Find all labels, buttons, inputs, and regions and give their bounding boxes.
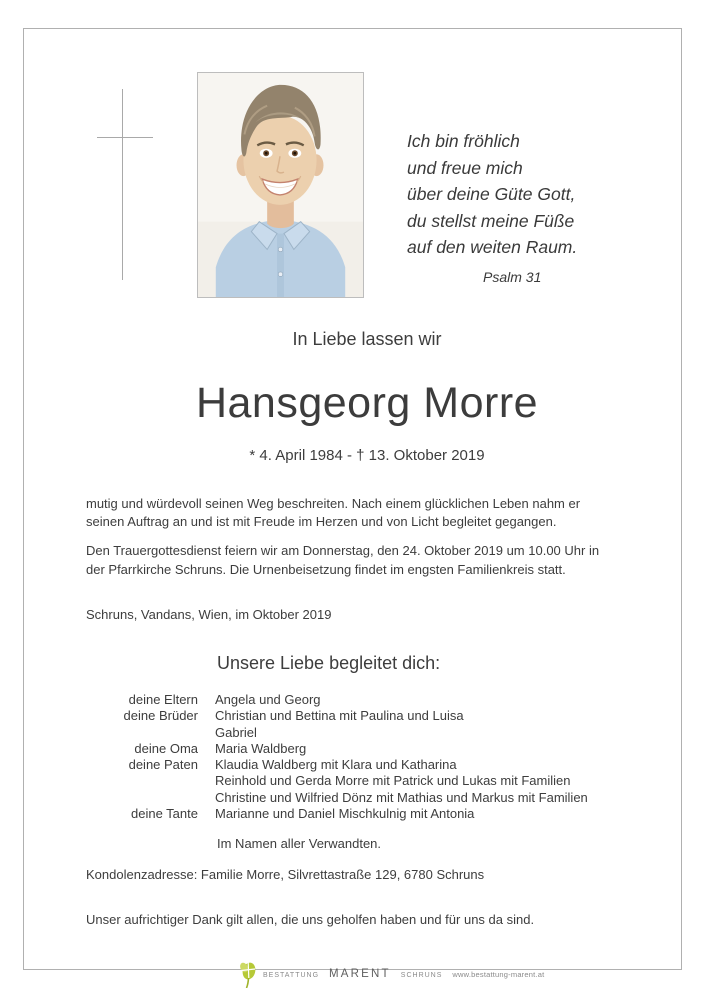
mourner-row: [86, 790, 646, 806]
mourner-names: Christian und Bettina mit Paulina und Luisa: [215, 708, 464, 724]
mourner-names: Klaudia Waldberg mit Klara und Katharina: [215, 757, 457, 773]
mourner-label: [86, 725, 198, 741]
obituary-paragraph: mutig und würdevoll seinen Weg beschreiten. Nach einem glücklichen Leben nahm er seinen Auftrag an und ist mit Freude im Herzen und von Licht begleitet gegangen.: [86, 496, 581, 530]
mourners-list: [86, 692, 646, 822]
mourner-names: Marianne und Daniel Mischkulnig mit Antonia: [215, 806, 475, 822]
mourner-names: Christine und Wilfried Dönz mit Mathias und Markus mit Familien: [215, 789, 588, 805]
quote-line: auf den weiten Raum.: [407, 237, 578, 257]
funeral-service-paragraph: Den Trauergottesdienst feiern wir am Donnerstag, den 24. Oktober 2019 um 10.00 Uhr in der Pfarrkirche Schruns. Die Urnenbeisetzung findet im engsten Familienkreis statt.: [86, 543, 600, 577]
funeral-home-footer: [263, 968, 544, 984]
mourner-label: [86, 790, 198, 806]
mourner-row: [86, 806, 646, 822]
mourner-label: deine Eltern: [128, 692, 198, 707]
farewell-heading: Unsere Liebe begleitet dich:: [217, 653, 441, 673]
mourner-row: [86, 757, 646, 773]
quote-source: Psalm 31: [483, 268, 542, 285]
footer-company-name: MARENT: [329, 968, 391, 980]
footer-company-location: SCHRUNS: [400, 972, 443, 979]
place-date-line: Schruns, Vandans, Wien, im Oktober 2019: [86, 607, 332, 622]
quote-line: du stellst meine Füße: [407, 210, 575, 231]
funeral-home-logo-icon: [239, 961, 256, 988]
mourner-row: [86, 741, 646, 757]
mourner-row: [86, 708, 646, 724]
deceased-name: Hansgeorg Morre: [195, 379, 539, 427]
in-name-of-line: Im Namen aller Verwandten.: [217, 836, 382, 851]
portrait-illustration: [198, 73, 363, 297]
cross-icon: [122, 89, 123, 280]
mourner-label: deine Brüder: [123, 708, 198, 724]
mourner-label: deine Oma: [134, 740, 198, 756]
cross-icon-bar: [97, 137, 153, 138]
mourner-names: Angela und Georg: [215, 692, 321, 707]
mourner-names: Gabriel: [215, 724, 257, 740]
mourner-row: [86, 692, 646, 708]
mourner-row: [86, 725, 646, 741]
quote-line: Ich bin fröhlich: [407, 131, 520, 151]
birth-death-dates: * 4. April 1984 - † 13. Oktober 2019: [249, 447, 485, 464]
quote-line: über deine Güte Gott,: [407, 184, 576, 204]
footer-company-prefix: BESTATTUNG: [263, 972, 320, 979]
mourner-names: Maria Waldberg: [215, 740, 307, 756]
footer-website: www.bestattung-marent.at: [452, 970, 545, 979]
mourner-label: deine Tante: [131, 806, 198, 822]
mourner-label: [86, 773, 198, 789]
mourner-row: [86, 773, 646, 789]
psalm-quote: [407, 128, 657, 290]
obituary-text: [86, 495, 610, 579]
mourner-names: Reinhold und Gerda Morre mit Patrick und Lukas mit Familien: [215, 773, 571, 789]
mourner-label: deine Paten: [128, 757, 198, 773]
condolence-address: Kondolenzadresse: Familie Morre, Silvrettastraße 129, 6780 Schruns: [86, 867, 485, 882]
quote-line: und freue mich: [407, 157, 523, 178]
intro-line: In Liebe lassen wir: [292, 329, 442, 349]
thanks-line: Unser aufrichtiger Dank gilt allen, die uns geholfen haben und für uns da sind.: [86, 912, 535, 927]
portrait-photo: [197, 72, 364, 298]
